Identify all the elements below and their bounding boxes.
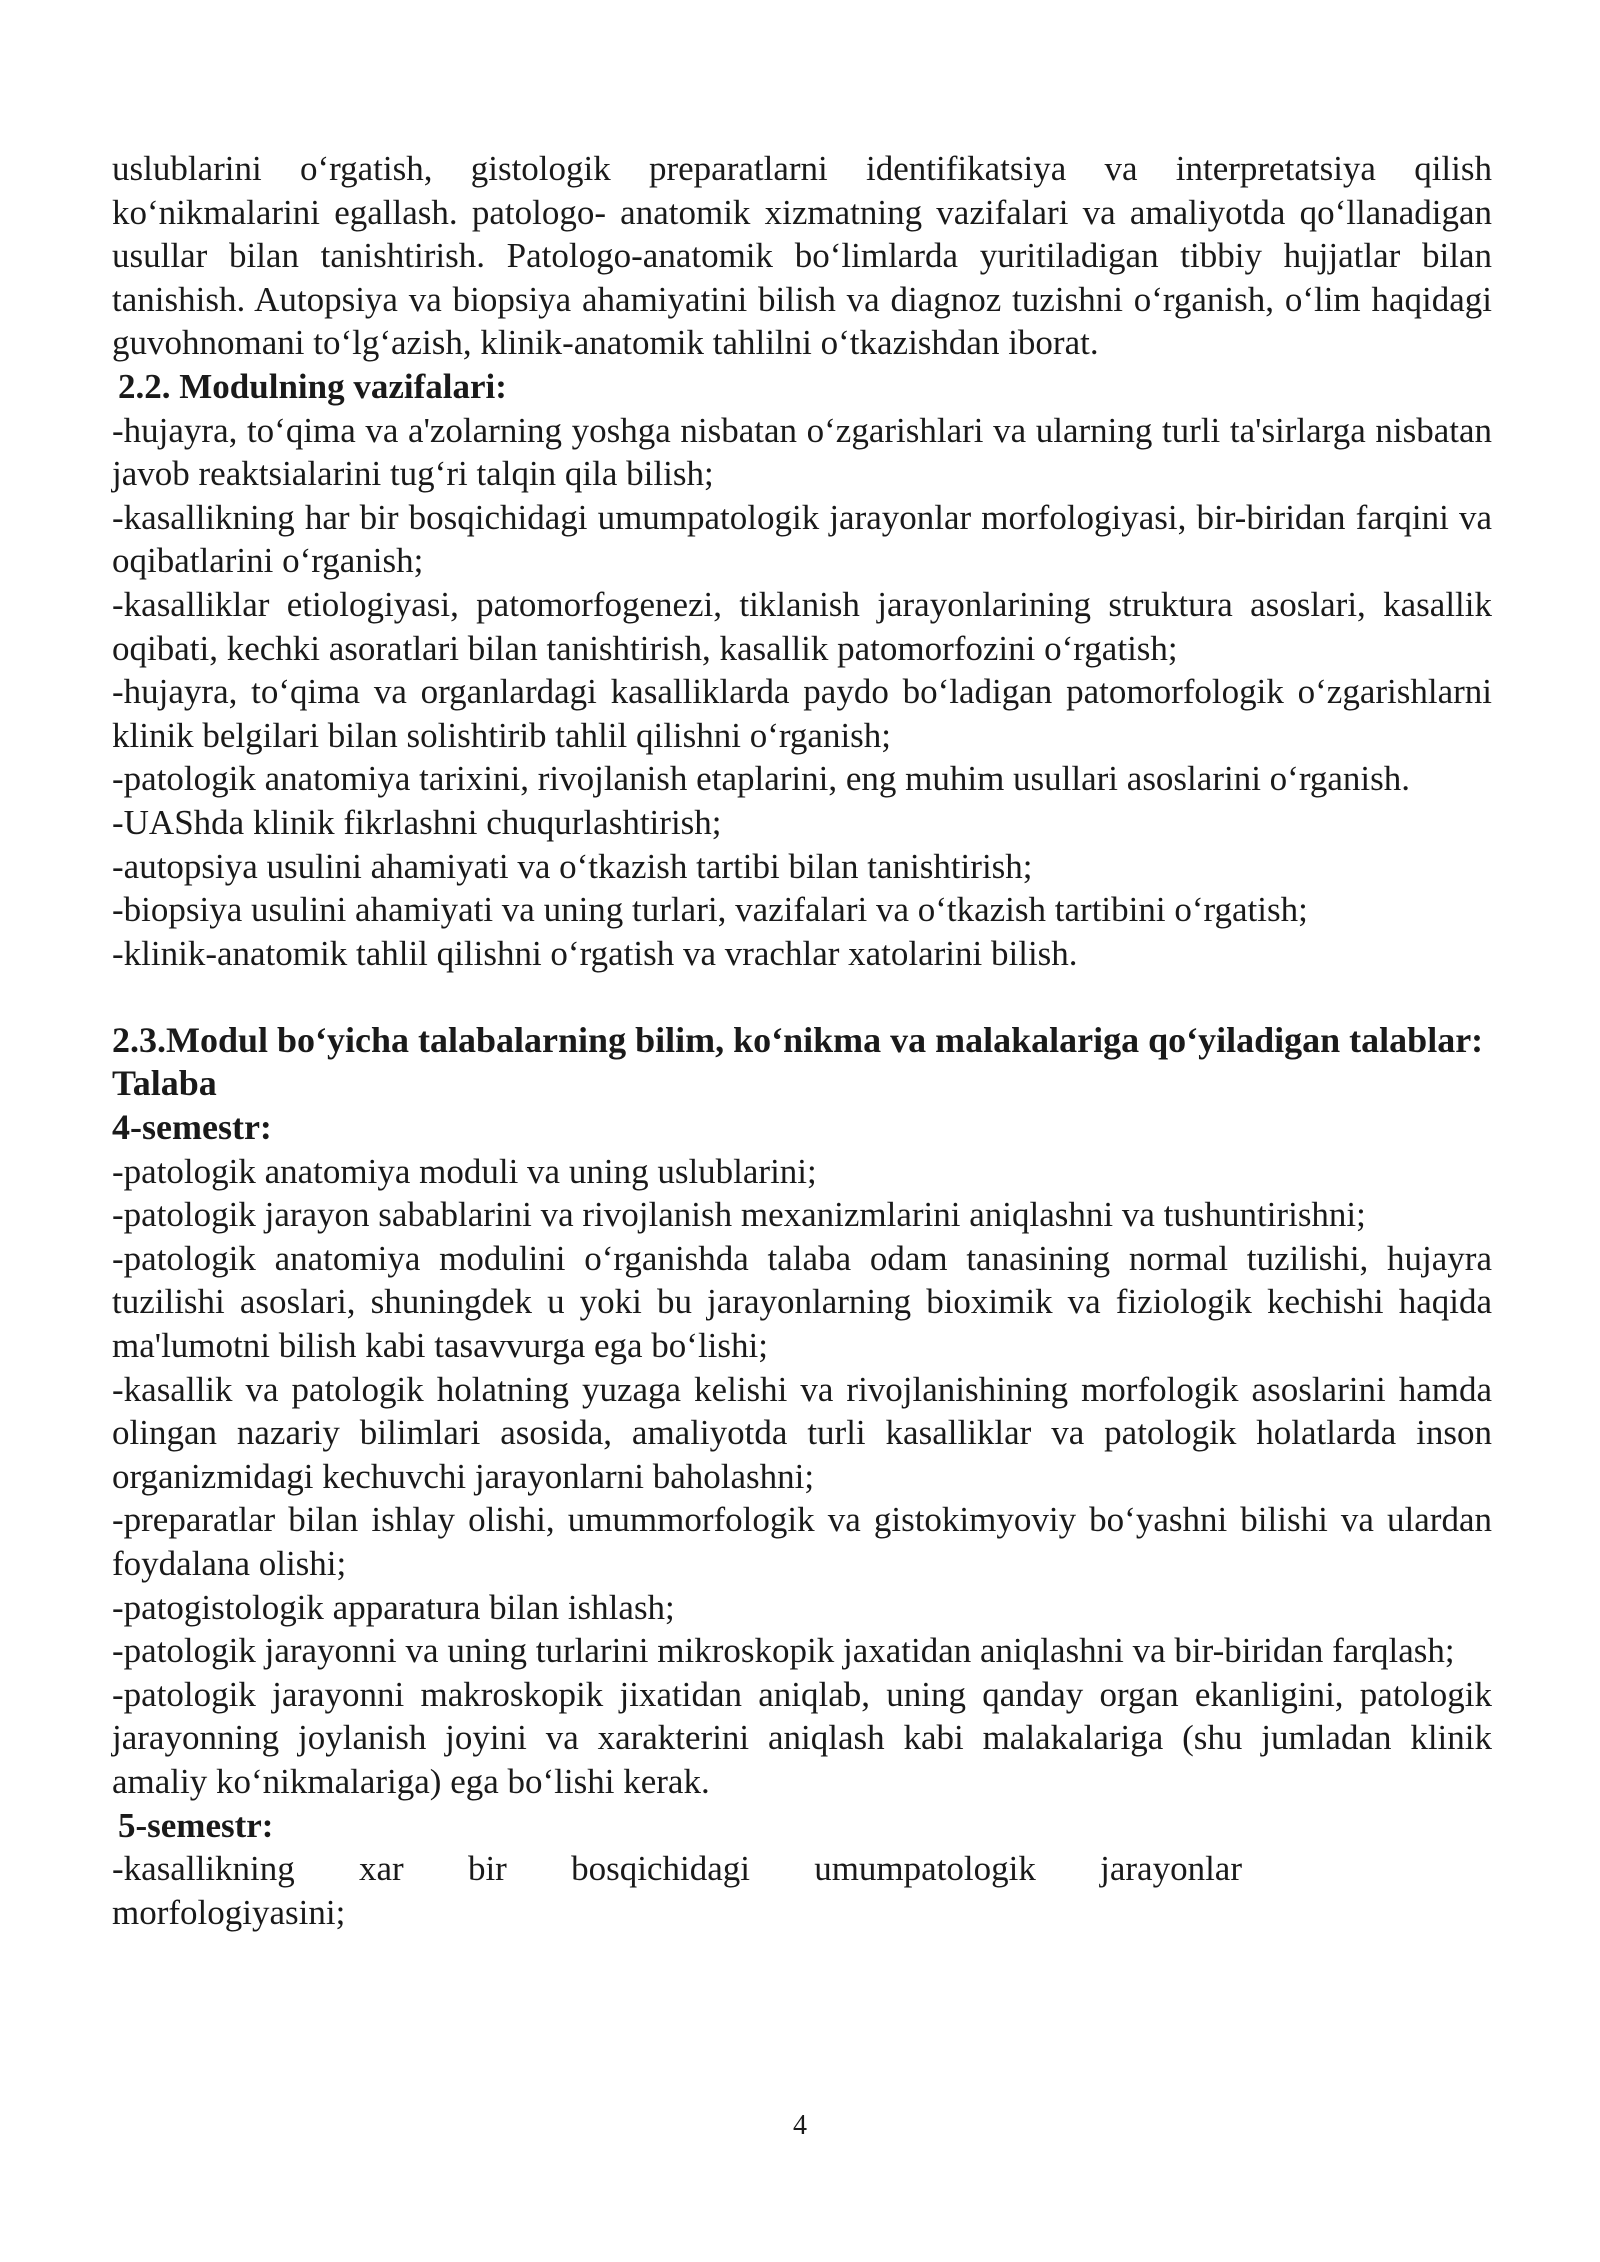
task-item: -kasallikning har bir bosqichidagi umumpatologik jarayonlar morfologiyasi, bir-biridan farqini va oqibatlarini o‘rganish;: [112, 497, 1492, 581]
section-2-3-heading: 2.3.Modul bo‘yicha talabalarning bilim, ko‘nikma va malakalariga qo‘yiladigan talablar:: [112, 1019, 1484, 1060]
task-item: -UAShda klinik fikrlashni chuqurlashtirish;: [112, 802, 722, 842]
requirement-item: -patologik jarayon sabablarini va rivojlanish mexanizmlarini aniqlashni va tushuntirishni;: [112, 1195, 1366, 1235]
page-number: 4: [793, 2110, 807, 2141]
task-item: -biopsiya usulini ahamiyati va uning turlari, vazifalari va o‘tkazish tartibini o‘rgatish;: [112, 890, 1308, 930]
requirement-item: -patologik jarayonni va uning turlarini mikroskopik jaxatidan aniqlashni va bir-biridan farqlash;: [112, 1631, 1455, 1671]
requirement-item: -kasallikning xar bir bosqichidagi umumpatologik jarayonlar morfologiyasini;: [112, 1849, 1242, 1932]
requirement-item: -kasallik va patologik holatning yuzaga kelishi va rivojlanishining morfologik asoslarini hamda olingan nazariy bilimlari asosida, amaliyotda turli kasalliklar va patologik holatlarda inson organizmidagi kechuvchi jarayonlarni baholashni;: [112, 1369, 1492, 1496]
task-item: -klinik-anatomik tahlil qilishni o‘rgatish va vrachlar xatolarini bilish.: [112, 933, 1078, 973]
requirement-item: -patogistologik apparatura bilan ishlash;: [112, 1587, 675, 1627]
intro-paragraph: uslublarini o‘rgatish, gistologik preparatlarni identifikatsiya va interpretatsiya qilish ko‘nikmalarini egallash. patologo- anatomik xizmatning vazifalari va amaliyotda qo‘llanadigan usullar bilan tanishtirish. Patologo-anatomik bo‘limlarda yuritiladigan tibbiy hujjatlar bilan tanishish. Autopsiya va biopsiya ahamiyatini bilish va diagnoz tuzishni o‘rganish, o‘lim haqidagi guvohnomani to‘lg‘azish, klinik-anatomik tahlilni o‘tkazishdan iborat.: [112, 149, 1492, 363]
semester-5-heading: 5-semestr:: [118, 1805, 274, 1845]
task-item: -patologik anatomiya tarixini, rivojlanish etaplarini, eng muhim usullari asoslarini o‘rganish.: [112, 759, 1410, 799]
section-2-2-heading: 2.2. Modulning vazifalari:: [118, 366, 507, 406]
requirement-item: -patologik anatomiya moduli va uning uslublarini;: [112, 1151, 817, 1191]
requirement-item: -patologik jarayonni makroskopik jixatidan aniqlab, uning qanday organ ekanligini, patologik jarayonning joylanish joyini va xarakterini aniqlash kabi malakalariga (shu jumladan klinik amaliy ko‘nikmalariga) ega bo‘lishi kerak.: [112, 1674, 1492, 1801]
requirement-item: -patologik anatomiya modulini o‘rganishda talaba odam tanasining normal tuzilishi, hujayra tuzilishi asoslari, shuningdek u yoki bu jarayonlarning bioximik va fiziologik kechishi haqida ma'lumotni bilish kabi tasavvurga ega bo‘lishi;: [112, 1238, 1492, 1366]
requirement-item: -preparatlar bilan ishlay olishi, umummorfologik va gistokimyoviy bo‘yashni bilishi va ulardan foydalana olishi;: [112, 1500, 1492, 1583]
document-page: [112, 147, 1492, 1934]
talaba-subheading: Talaba: [112, 1063, 217, 1104]
task-item: -autopsiya usulini ahamiyati va o‘tkazish tartibi bilan tanishtirish;: [112, 846, 1033, 886]
blank-line: [112, 975, 1492, 1019]
task-item: -kasalliklar etiologiyasi, patomorfogenezi, tiklanish jarayonlarining struktura asoslari, kasallik oqibati, kechki asoratlari bilan tanishtirish, kasallik patomorfozini o‘rgatish;: [112, 584, 1492, 668]
task-item: -hujayra, to‘qima va a'zolarning yoshga nisbatan o‘zgarishlari va ularning turli ta'sirlarga nisbatan javob reaktsialarini tug‘ri talqin qila bilish;: [112, 410, 1492, 494]
task-item: -hujayra, to‘qima va organlardagi kasalliklarda paydo bo‘ladigan patomorfologik o‘zgarishlarni klinik belgilari bilan solishtirib tahlil qilishni o‘rganish;: [112, 672, 1492, 755]
semester-4-heading: 4-semestr:: [112, 1107, 272, 1148]
